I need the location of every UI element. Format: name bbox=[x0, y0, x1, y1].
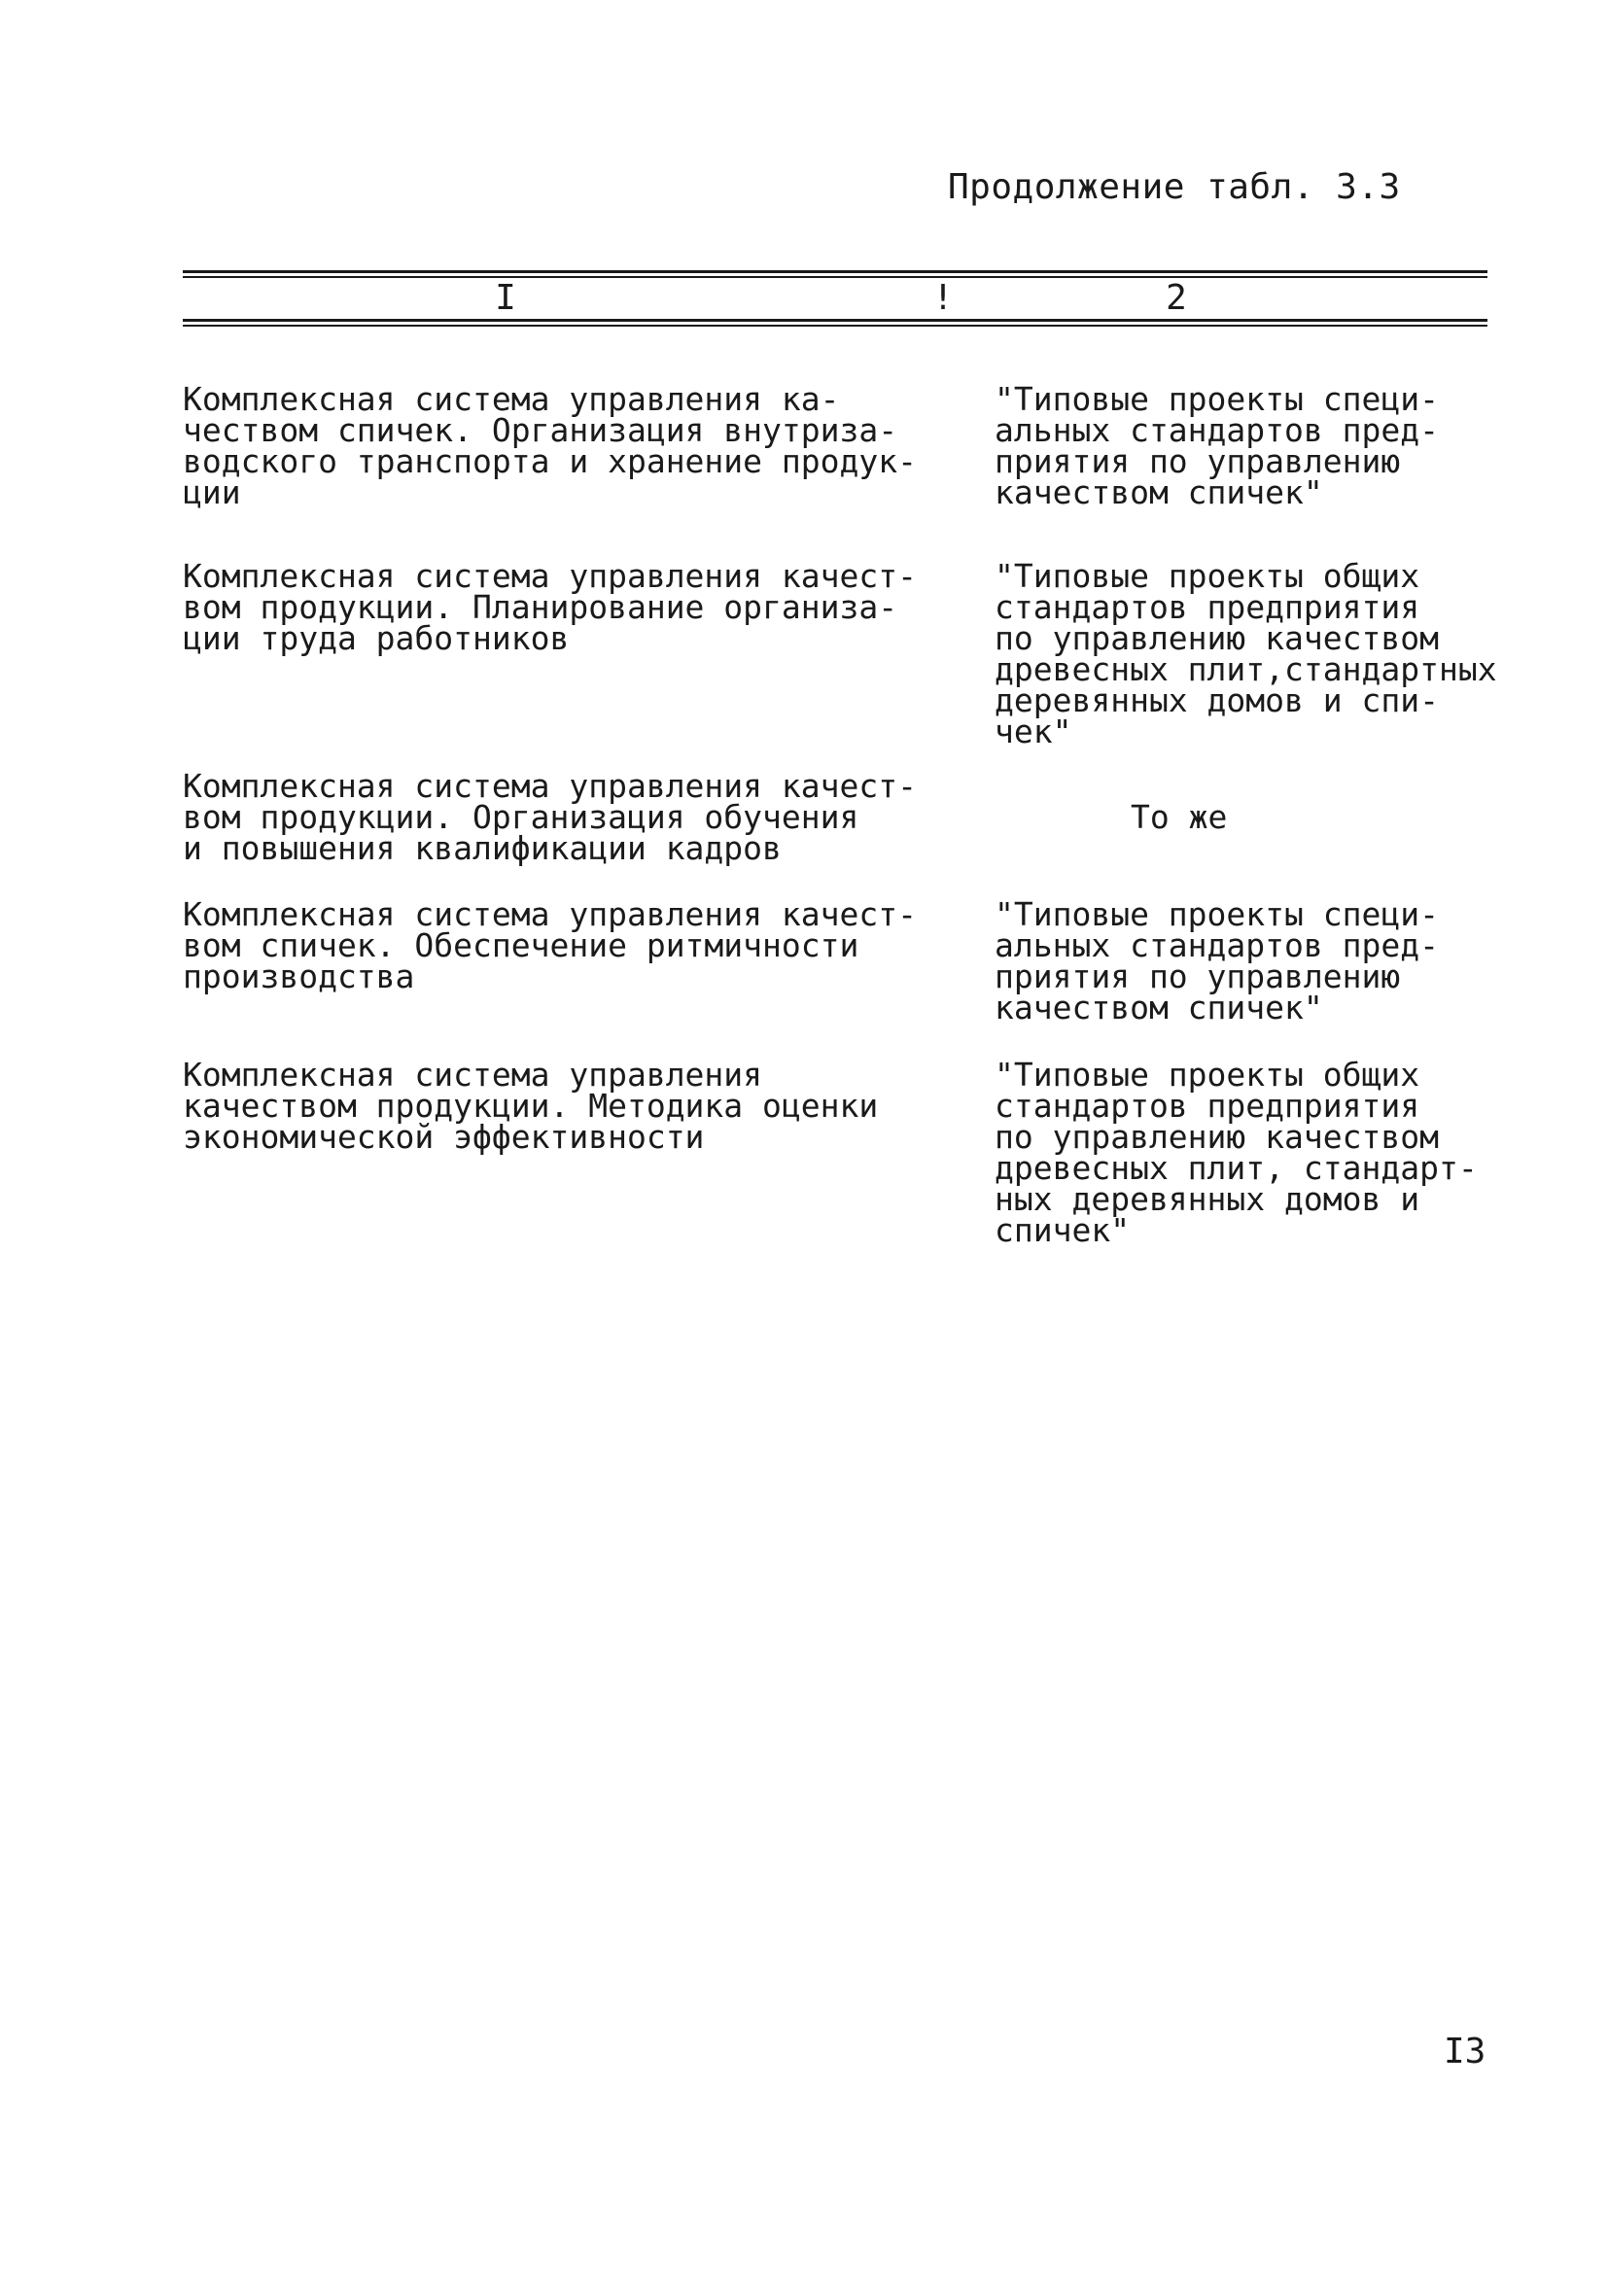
header-top-rule bbox=[183, 270, 1487, 273]
table-caption: Продолжение табл. 3.3 bbox=[948, 167, 1401, 207]
row-source-reference: "Типовые проекты специ- альных стандартов пред- приятия по управлению качеством спичек" bbox=[995, 380, 1439, 511]
row-standard-title: Комплексная система управления качест- вом спичек. Обеспечение ритмичности производства bbox=[183, 895, 917, 995]
row-standard-title: Комплексная система управления качеством продукции. Методика оценки экономической эффективности bbox=[183, 1056, 879, 1156]
row-standard-title: Комплексная система управления качест- вом продукции. Планирование организа- ции труда работников bbox=[183, 557, 917, 657]
row-standard-title: Комплексная система управления качест- вом продукции. Организация обучения и повышения квалификации кадров bbox=[183, 767, 917, 867]
row-source-reference: "Типовые проекты специ- альных стандартов пред- приятия по управлению качеством спичек" bbox=[995, 895, 1439, 1026]
row-source-reference: То же bbox=[1131, 798, 1228, 836]
header-bottom-rule bbox=[183, 319, 1487, 322]
column-number-2: 2 bbox=[1166, 278, 1187, 318]
row-source-reference: "Типовые проекты общих стандартов предприятия по управлению качеством древесных плит, стандарт- ных деревянных домов и спичек" bbox=[995, 1056, 1478, 1249]
row-standard-title: Комплексная система управления ка- чеством спичек. Организация внутриза- водского транспорта и хранение продук- ции bbox=[183, 380, 917, 511]
page-number: I3 bbox=[1444, 2032, 1486, 2071]
column-number-1: I bbox=[495, 278, 516, 318]
row-source-reference: "Типовые проекты общих стандартов предприятия по управлению качеством древесных плит,стандартных деревянных домов и спи- чек" bbox=[995, 557, 1497, 750]
column-separator: ! bbox=[932, 278, 954, 318]
header-top-rule-inner bbox=[183, 276, 1487, 278]
header-bottom-rule-inner bbox=[183, 325, 1487, 327]
